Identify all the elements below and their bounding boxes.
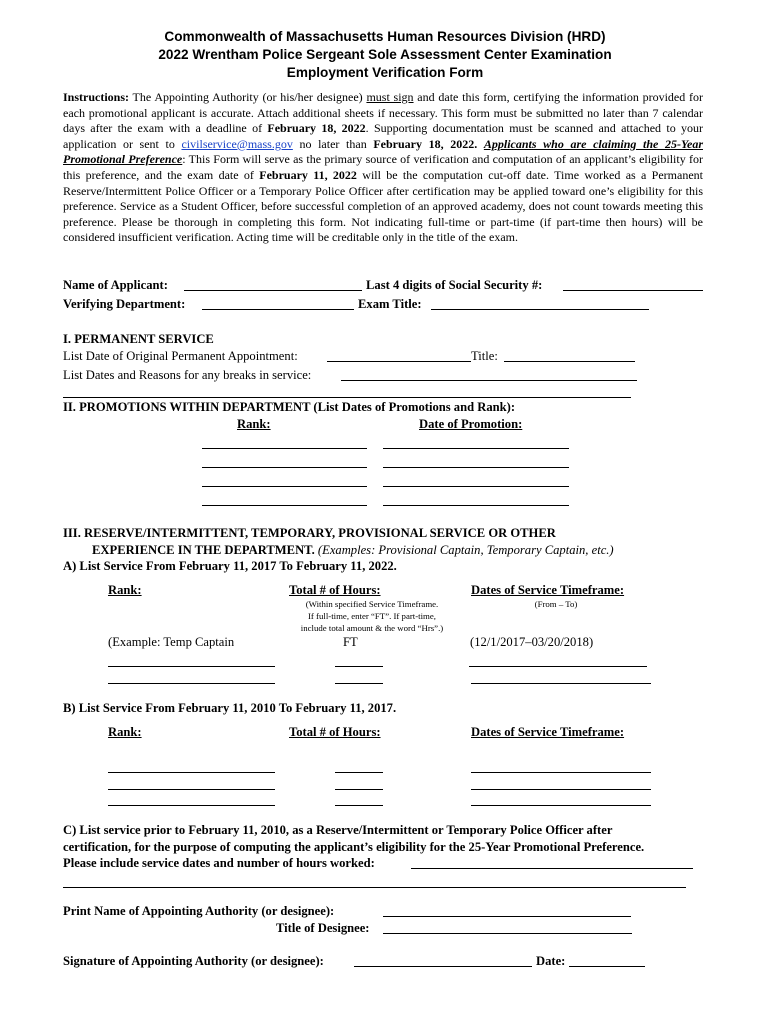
instructions-paragraph: Instructions: The Appointing Authority (or his/her designee) must sign and date this form, certifying the information provided for each promotional applicant is accurate. Attach additional sheets if necessary. This form must be submitted no later than 7 calendar days after the exam with a deadline of February 18, 2022. Supporting documentation must be scanned and attached to your application or sent to civilservice@mass.gov no later than February 18, 2022. Applicants who are claiming the 25-Year Promotional Preference: This Form will serve as the primary source of verification and computation of an applicant’s eligibility for this preference, and the exam date of February 11, 2022 will be the computation cut-off date. Time worked as a Permanent Reserve/Intermittent Police Officer or a Temporary Police Officer after certification may be applied toward one’s eligibility for this preference. Service as a Student Officer, before successful completion of an approved academy, does not count towards meeting this preference. Please be thorough in completing this form. Not indicating full-time or part-time (if part-time then hours) will be considered insufficient verification. Acting time will be creditable only in the title of the exam.: [63, 90, 704, 245]
date-field[interactable]: [569, 966, 645, 967]
exam-title-label: Exam Title:: [358, 297, 422, 311]
section-3a-rank-header: Rank:: [108, 583, 142, 597]
section-3c-field-2[interactable]: [63, 887, 686, 888]
section-3a-timeframe-header: Dates of Service Timeframe:: [471, 583, 625, 597]
section-3a-dates-field-2[interactable]: [471, 683, 651, 684]
breaks-in-service-field[interactable]: [341, 380, 637, 381]
hours-note-line-2: If full-time, enter “FT”. If part-time,: [308, 611, 436, 621]
exam-title-field[interactable]: [431, 309, 649, 310]
section-3a-hours-header: Total # of Hours:: [289, 583, 381, 597]
section-3-heading-line-2: EXPERIENCE IN THE DEPARTMENT. (Examples: Provisional Captain, Temporary Captain, etc.): [92, 543, 614, 557]
section-3b-hours-field-1[interactable]: [335, 772, 383, 773]
section-3c-line-2: certification, for the purpose of computing the applicant’s eligibility for the 25-Year Promotional Preference.: [63, 840, 645, 854]
print-name-label: Print Name of Appointing Authority (or designee):: [63, 904, 335, 918]
breaks-in-service-label: List Dates and Reasons for any breaks in service:: [63, 368, 312, 382]
breaks-in-service-field-2[interactable]: [63, 397, 631, 398]
section-1-heading: I. PERMANENT SERVICE: [63, 332, 214, 346]
signature-label: Signature of Appointing Authority (or designee):: [63, 954, 324, 968]
email-link[interactable]: civilservice@mass.gov: [181, 136, 293, 151]
original-appointment-field[interactable]: [327, 361, 471, 362]
section-3b-hours-header: Total # of Hours:: [289, 725, 381, 739]
hours-note-line-1: (Within specified Service Timeframe.: [305, 599, 439, 609]
section-3b-timeframe-header: Dates of Service Timeframe:: [471, 725, 625, 739]
section-3c-line-1: C) List service prior to February 11, 2010, as a Reserve/Intermittent or Temporary Police Officer after: [63, 823, 613, 837]
must-sign-emphasis: must sign: [366, 90, 414, 104]
designee-title-field[interactable]: [383, 933, 632, 934]
promotion-rank-header: Rank:: [237, 417, 271, 431]
section-3a-rank-field-1[interactable]: [108, 666, 275, 667]
section-3b-dates-field-2[interactable]: [471, 789, 651, 790]
print-name-field[interactable]: [383, 916, 631, 917]
section-1-title-field[interactable]: [504, 361, 635, 362]
section-3a-dates-field-1[interactable]: [469, 666, 647, 667]
ssn-label: Last 4 digits of Social Security #:: [366, 278, 543, 292]
header-exam: 2022 Wrentham Police Sergeant Sole Assessment Center Examination: [158, 47, 612, 62]
exam-date: February 11, 2022: [259, 167, 357, 182]
section-3b-hours-field-3[interactable]: [335, 805, 383, 806]
section-3b-rank-field-1[interactable]: [108, 772, 275, 773]
date-label: Date:: [536, 954, 566, 968]
header-form-title: Employment Verification Form: [286, 65, 484, 80]
applicant-name-label: Name of Applicant:: [63, 278, 168, 292]
promotion-date-field-2[interactable]: [383, 467, 569, 468]
promotion-rank-field-1[interactable]: [202, 448, 367, 449]
section-3b-hours-field-2[interactable]: [335, 789, 383, 790]
section-3a-heading: A) List Service From February 11, 2017 To February 11, 2022.: [63, 559, 397, 573]
section-3c-field-1[interactable]: [411, 868, 693, 869]
section-3b-rank-field-2[interactable]: [108, 789, 275, 790]
example-rank: (Example: Temp Captain: [108, 635, 235, 649]
promotion-date-header: Date of Promotion:: [419, 417, 523, 431]
deadline-date-2: February 18, 2022.: [373, 136, 478, 151]
deadline-date: February 18, 2022: [267, 121, 366, 136]
section-3-heading: III. RESERVE/INTERMITTENT, TEMPORARY, PROVISIONAL SERVICE OR OTHER: [63, 526, 556, 540]
section-3a-rank-field-2[interactable]: [108, 683, 275, 684]
applicant-name-field[interactable]: [184, 290, 362, 291]
example-dates: (12/1/2017–03/20/2018): [470, 635, 594, 649]
section-1-title-label: Title:: [471, 349, 498, 363]
section-3b-dates-field-1[interactable]: [471, 772, 651, 773]
verifying-department-label: Verifying Department:: [63, 297, 186, 311]
section-3b-heading: B) List Service From February 11, 2010 To February 11, 2017.: [63, 701, 397, 715]
timeframe-note: (From – To): [534, 599, 578, 609]
section-3c-line-3: Please include service dates and number of hours worked:: [63, 856, 375, 870]
section-3b-dates-field-3[interactable]: [471, 805, 651, 806]
header-agency: Commonwealth of Massachusetts Human Resources Division (HRD): [164, 29, 606, 44]
section-3-examples: (Examples: Provisional Captain, Temporary Captain, etc.): [314, 543, 614, 557]
promotion-date-field-3[interactable]: [383, 486, 569, 487]
section-3a-hours-field-1[interactable]: [335, 666, 383, 667]
instructions-label: Instructions:: [63, 90, 130, 104]
promotion-date-field-4[interactable]: [383, 505, 569, 506]
section-3b-rank-field-3[interactable]: [108, 805, 275, 806]
section-2-heading: II. PROMOTIONS WITHIN DEPARTMENT (List Dates of Promotions and Rank):: [63, 400, 516, 414]
ssn-field[interactable]: [563, 290, 703, 291]
original-appointment-label: List Date of Original Permanent Appointment:: [63, 349, 298, 363]
example-hours: FT: [343, 635, 358, 649]
hours-note-line-3: include total amount & the word “Hrs”.): [300, 623, 444, 633]
section-3b-rank-header: Rank:: [108, 725, 142, 739]
designee-title-label: Title of Designee:: [276, 921, 370, 935]
signature-field[interactable]: [354, 966, 532, 967]
promotion-rank-field-3[interactable]: [202, 486, 367, 487]
section-3a-hours-field-2[interactable]: [335, 683, 383, 684]
verifying-department-field[interactable]: [202, 309, 354, 310]
applicants-preference-note: Applicants who are claiming the 25-Year Promotional Preference: [63, 136, 703, 167]
promotion-date-field-1[interactable]: [383, 448, 569, 449]
promotion-rank-field-4[interactable]: [202, 505, 367, 506]
promotion-rank-field-2[interactable]: [202, 467, 367, 468]
